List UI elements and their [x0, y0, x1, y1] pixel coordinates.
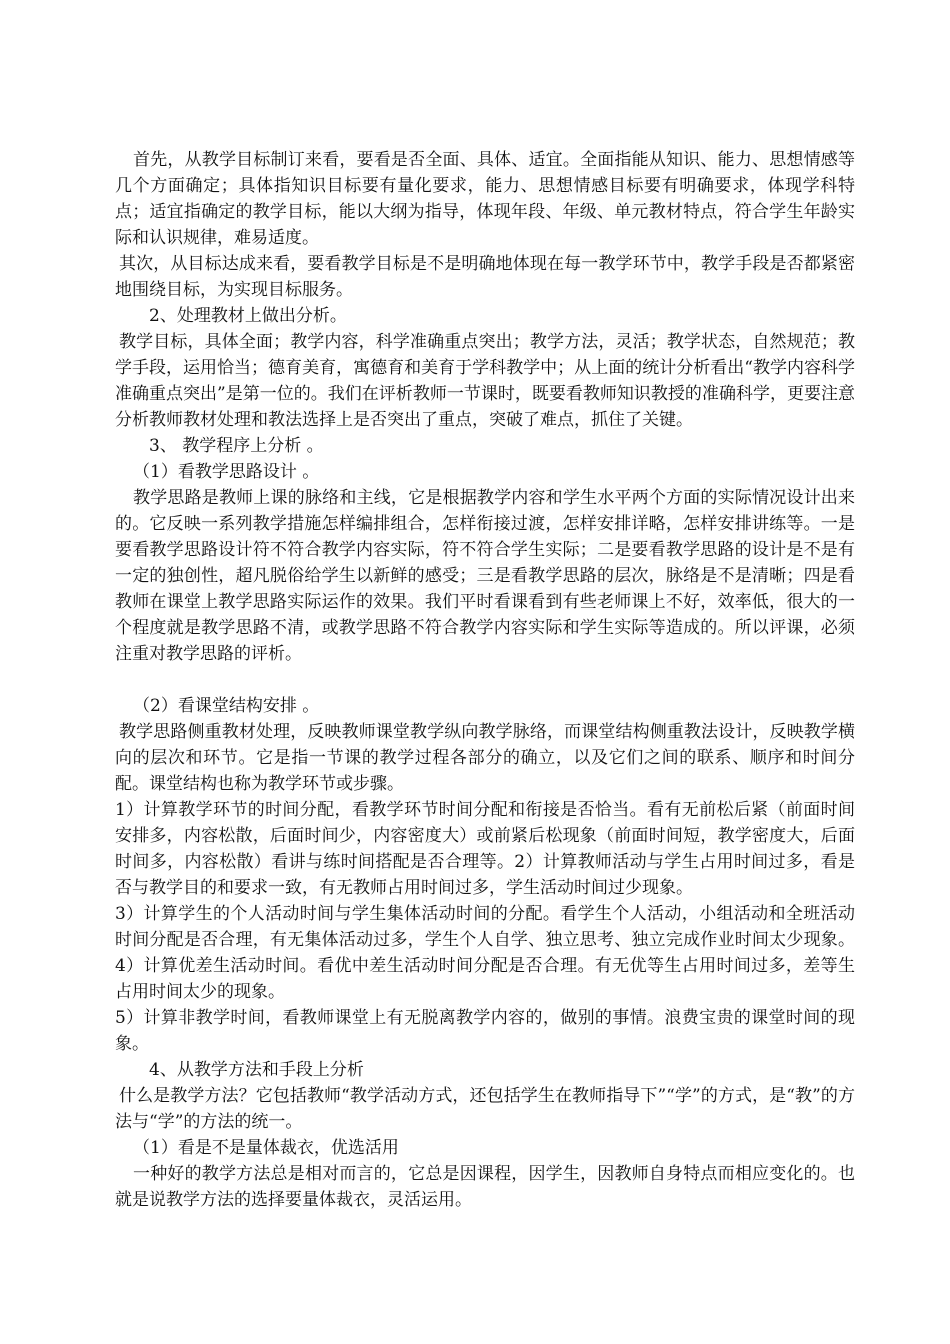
heading-teaching-procedure: 3、 教学程序上分析 。 [149, 436, 324, 456]
paragraph-goal-setting: 首先，从教学目标制订来看，要看是否全面、具体、适宜。全面指能从知识、能力、思想情感等几个方面确定；具体指知识目标要有量化要求，能力、思想情感目标要有明确要求，体现学科特点；适宜指确定的教学目标，能以大纲为指导，体现年段、年级、单元教材特点，符合学生年龄实际和认识规律，难易适度。 [115, 150, 855, 248]
blank-line [115, 667, 855, 693]
paragraph-goal-achievement: 其次，从目标达成来看，要看教学目标是不是明确地体现在每一教学环节中，教学手段是否都紧密地围绕目标，为实现目标服务。 [115, 254, 855, 300]
paragraph-teaching-approach: 教学思路是教师上课的脉络和主线，它是根据教学内容和学生水平两个方面的实际情况设计出来的。它反映一系列教学措施怎样编排组合，怎样衔接过渡，怎样安排详略，怎样安排讲练等。一是要看教学思路设计符不符合教学内容实际，符不符合学生实际；二是要看教学思路的设计是不是有一定的独创性，超凡脱俗给学生以新鲜的感受；三是看教学思路的层次，脉络是不是清晰；四是看教师在课堂上教学思路实际运作的效果。我们平时看课看到有些老师课上不好，效率低，很大的一个程度就是教学思路不清，或教学思路不符合教学内容实际和学生实际等造成的。所以评课，必须注重对教学思路的评析。 [115, 488, 855, 664]
heading-teaching-methods: 4、从教学方法和手段上分析 [149, 1060, 364, 1080]
list-item-time-allocation: 1）计算教学环节的时间分配，看教学环节时间分配和衔接是否恰当。看有无前松后紧（前面时间安排多，内容松散，后面时间少，内容密度大）或前紧后松现象（前面时间短，教学密度大，后面时间多，内容松散）看讲与练时间搭配是否合理等。2）计算教师活动与学生占用时间过多，看是否与教学目的和要求一致，有无教师占用时间过多，学生活动时间过少现象。 [115, 800, 855, 898]
subheading-teaching-approach: （1）看教学思路设计 。 [133, 462, 320, 482]
paragraph-textbook-analysis: 教学目标，具体全面；教学内容，科学准确重点突出；教学方法，灵活；教学状态，自然规范；教学手段，运用恰当；德育美育，寓德育和美育于学科教学中；从上面的统计分析看出“教学内容科学准确重点突出”是第一位的。我们在评析教师一节课时，既要看教师知识教授的准确科学，更要注意分析教师教材处理和教法选择上是否突出了重点，突破了难点，抓住了关键。 [115, 332, 855, 430]
paragraph-class-structure: 教学思路侧重教材处理，反映教师课堂教学纵向教学脉络，而课堂结构侧重教法设计，反映教学横向的层次和环节。它是指一节课的教学过程各部分的确立，以及它们之间的联系、顺序和时间分配。课堂结构也称为教学环节或步骤。 [115, 722, 855, 794]
list-item-non-teaching-time: 5）计算非教学时间，看教师课堂上有无脱离教学内容的，做别的事情。浪费宝贵的课堂时间的现象。 [115, 1008, 855, 1054]
subheading-class-structure: （2）看课堂结构安排 。 [133, 696, 320, 716]
list-item-student-activity-time: 3）计算学生的个人活动时间与学生集体活动时间的分配。看学生个人活动，小组活动和全班活动时间分配是否合理，有无集体活动过多，学生个人自学、独立思考、独立完成作业时间太少现象。4）计算优差生活动时间。看优中差生活动时间分配是否合理。有无优等生占用时间过多，差等生占用时间太少的现象。 [115, 904, 855, 1002]
paragraph-tailored-methods: 一种好的教学方法总是相对而言的，它总是因课程，因学生，因教师自身特点而相应变化的。也就是说教学方法的选择要量体裁衣，灵活运用。 [115, 1164, 855, 1210]
document-body [115, 147, 855, 1213]
heading-textbook-handling: 2、处理教材上做出分析。 [149, 306, 347, 326]
paragraph-teaching-method-definition: 什么是教学方法？它包括教师“教学活动方式，还包括学生在教师指导下”“学”的方式，是“教”的方法与“学”的方法的统一。 [115, 1086, 855, 1132]
subheading-tailored-methods: （1）看是不是量体裁衣，优选活用 [133, 1138, 399, 1158]
